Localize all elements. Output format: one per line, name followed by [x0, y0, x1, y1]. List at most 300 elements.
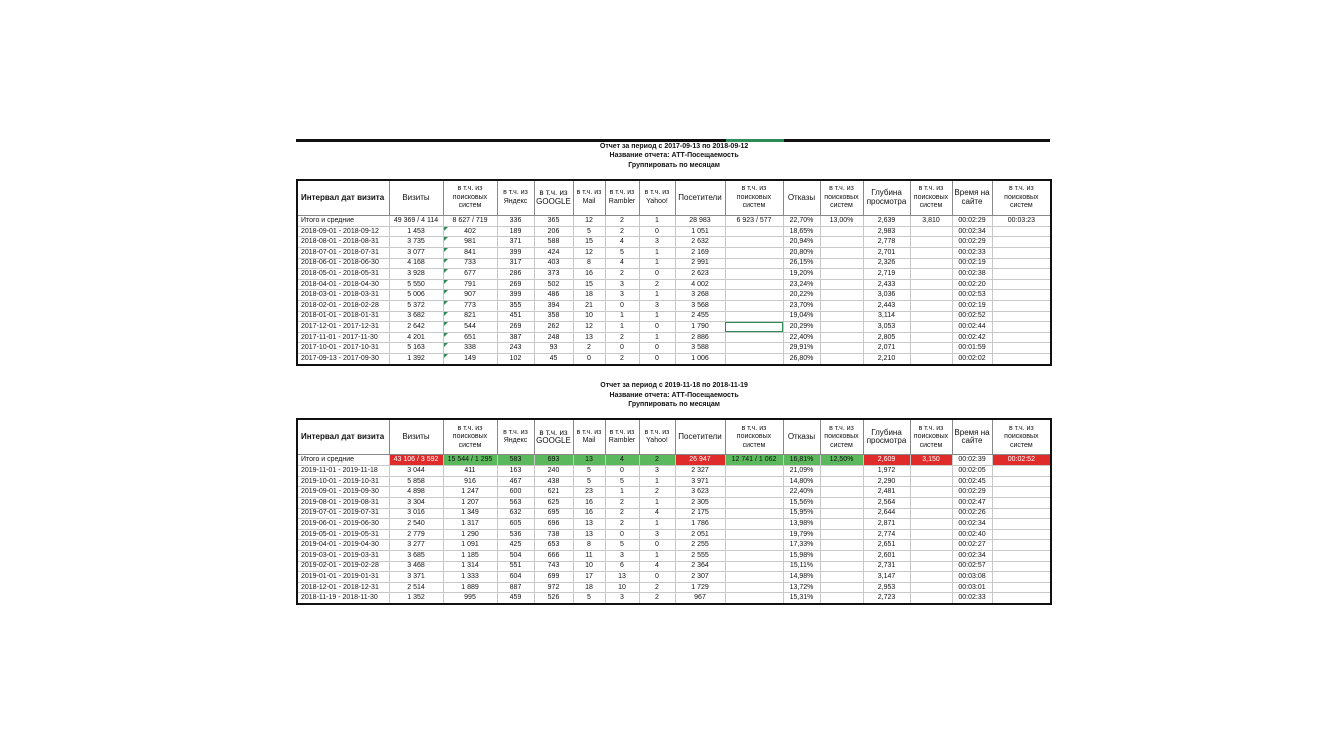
cell-rambler[interactable]: 0 [605, 343, 639, 354]
cell-mail[interactable]: 10 [573, 311, 605, 322]
cell-depth[interactable]: 2,774 [863, 529, 910, 540]
cell-visits-search[interactable]: 1 314 [443, 561, 497, 572]
total-yandex[interactable]: 583 [497, 455, 534, 466]
cell-bounces[interactable]: 26,80% [783, 353, 820, 364]
cell-visitors-search[interactable] [725, 593, 783, 604]
cell-visits[interactable]: 3 016 [389, 508, 443, 519]
cell-google[interactable]: 743 [534, 561, 573, 572]
cell-yandex[interactable]: 563 [497, 498, 534, 509]
cell-depth[interactable]: 2,644 [863, 508, 910, 519]
cell-visitors-search[interactable] [725, 582, 783, 593]
cell-date-interval[interactable]: 2019-10-01 - 2019-10-31 [297, 476, 389, 487]
cell-mail[interactable]: 2 [573, 343, 605, 354]
cell-visits-search[interactable]: 544 [443, 322, 497, 333]
cell-visits[interactable]: 2 540 [389, 519, 443, 530]
cell-visits[interactable]: 2 779 [389, 529, 443, 540]
cell-mail[interactable]: 5 [573, 466, 605, 477]
cell-visits[interactable]: 3 077 [389, 247, 443, 258]
cell-time-on-site[interactable]: 00:02:34 [952, 551, 992, 562]
cell-depth-search[interactable] [910, 311, 952, 322]
cell-mail[interactable]: 10 [573, 561, 605, 572]
cell-google[interactable]: 93 [534, 343, 573, 354]
cell-bounces[interactable]: 14,98% [783, 572, 820, 583]
cell-mail[interactable]: 16 [573, 498, 605, 509]
cell-bounces-search[interactable] [820, 237, 863, 248]
cell-bounces-search[interactable] [820, 343, 863, 354]
cell-bounces-search[interactable] [820, 519, 863, 530]
cell-visitors[interactable]: 2 364 [675, 561, 725, 572]
cell-bounces[interactable]: 26,15% [783, 258, 820, 269]
cell-yandex[interactable]: 536 [497, 529, 534, 540]
cell-time-on-site[interactable]: 00:01:59 [952, 343, 992, 354]
cell-visits-search[interactable]: 677 [443, 269, 497, 280]
cell-google[interactable]: 358 [534, 311, 573, 322]
cell-visitors[interactable]: 3 623 [675, 487, 725, 498]
cell-time-on-site[interactable]: 00:02:05 [952, 466, 992, 477]
total-bounces-search[interactable]: 12,50% [820, 455, 863, 466]
cell-google[interactable]: 621 [534, 487, 573, 498]
cell-bounces[interactable]: 29,91% [783, 343, 820, 354]
cell-depth-search[interactable] [910, 269, 952, 280]
cell-google[interactable]: 526 [534, 593, 573, 604]
cell-visits-search[interactable]: 1 349 [443, 508, 497, 519]
cell-time-on-site[interactable]: 00:02:45 [952, 476, 992, 487]
cell-time-search[interactable] [992, 290, 1051, 301]
cell-bounces[interactable]: 15,95% [783, 508, 820, 519]
cell-bounces[interactable]: 15,56% [783, 498, 820, 509]
cell-date-interval[interactable]: 2018-01-01 - 2018-01-31 [297, 311, 389, 322]
cell-yahoo[interactable]: 4 [639, 508, 675, 519]
cell-depth[interactable]: 2,290 [863, 476, 910, 487]
cell-visitors-search[interactable] [725, 258, 783, 269]
total-mail[interactable]: 13 [573, 455, 605, 466]
cell-google[interactable]: 738 [534, 529, 573, 540]
cell-visits[interactable]: 3 277 [389, 540, 443, 551]
cell-bounces-search[interactable] [820, 487, 863, 498]
total-google[interactable]: 365 [534, 215, 573, 226]
cell-visitors[interactable]: 2 555 [675, 551, 725, 562]
cell-rambler[interactable]: 1 [605, 311, 639, 322]
cell-bounces-search[interactable] [820, 572, 863, 583]
cell-depth[interactable]: 2,481 [863, 487, 910, 498]
cell-depth-search[interactable] [910, 593, 952, 604]
cell-google[interactable]: 699 [534, 572, 573, 583]
cell-bounces[interactable]: 13,98% [783, 519, 820, 530]
cell-yahoo[interactable]: 2 [639, 582, 675, 593]
cell-visitors-search[interactable] [725, 290, 783, 301]
cell-time-on-site[interactable]: 00:02:33 [952, 593, 992, 604]
cell-visitors-search[interactable] [725, 540, 783, 551]
cell-visits-search[interactable]: 916 [443, 476, 497, 487]
cell-bounces-search[interactable] [820, 226, 863, 237]
cell-bounces-search[interactable] [820, 258, 863, 269]
cell-rambler[interactable]: 3 [605, 551, 639, 562]
cell-time-search[interactable] [992, 322, 1051, 333]
cell-bounces-search[interactable] [820, 322, 863, 333]
cell-visits-search[interactable]: 841 [443, 247, 497, 258]
cell-depth[interactable]: 2,701 [863, 247, 910, 258]
cell-yandex[interactable]: 387 [497, 332, 534, 343]
cell-date-interval[interactable]: 2019-04-01 - 2019-04-30 [297, 540, 389, 551]
cell-google[interactable]: 438 [534, 476, 573, 487]
cell-mail[interactable]: 13 [573, 519, 605, 530]
cell-yahoo[interactable]: 1 [639, 551, 675, 562]
cell-depth-search[interactable] [910, 508, 952, 519]
cell-visitors[interactable]: 2 051 [675, 529, 725, 540]
cell-time-on-site[interactable]: 00:02:29 [952, 237, 992, 248]
cell-mail[interactable]: 5 [573, 226, 605, 237]
total-visits[interactable]: 43 106 / 3 592 [389, 455, 443, 466]
cell-depth-search[interactable] [910, 237, 952, 248]
cell-visits-search[interactable]: 1 091 [443, 540, 497, 551]
cell-time-search[interactable] [992, 498, 1051, 509]
cell-time-on-site[interactable]: 00:02:27 [952, 540, 992, 551]
cell-visits-search[interactable]: 651 [443, 332, 497, 343]
cell-bounces-search[interactable] [820, 476, 863, 487]
cell-rambler[interactable]: 2 [605, 226, 639, 237]
cell-time-search[interactable] [992, 551, 1051, 562]
total-depth-search[interactable]: 3,150 [910, 455, 952, 466]
cell-visitors-search[interactable] [725, 487, 783, 498]
cell-visits-search[interactable]: 1 290 [443, 529, 497, 540]
cell-bounces[interactable]: 21,09% [783, 466, 820, 477]
cell-time-search[interactable] [992, 258, 1051, 269]
cell-bounces-search[interactable] [820, 508, 863, 519]
cell-visitors[interactable]: 1 786 [675, 519, 725, 530]
cell-rambler[interactable]: 3 [605, 290, 639, 301]
cell-depth-search[interactable] [910, 476, 952, 487]
cell-visitors-search[interactable] [725, 226, 783, 237]
total-time-on-site[interactable]: 00:02:29 [952, 215, 992, 226]
cell-yahoo[interactable]: 1 [639, 290, 675, 301]
cell-time-on-site[interactable]: 00:02:19 [952, 258, 992, 269]
cell-visits[interactable]: 3 044 [389, 466, 443, 477]
cell-mail[interactable]: 13 [573, 332, 605, 343]
cell-visitors[interactable]: 1 729 [675, 582, 725, 593]
cell-yahoo[interactable]: 2 [639, 487, 675, 498]
cell-depth-search[interactable] [910, 300, 952, 311]
cell-bounces[interactable]: 20,29% [783, 322, 820, 333]
cell-depth-search[interactable] [910, 322, 952, 333]
total-depth-search[interactable]: 3,810 [910, 215, 952, 226]
cell-google[interactable]: 45 [534, 353, 573, 364]
cell-time-search[interactable] [992, 582, 1051, 593]
cell-time-on-site[interactable]: 00:02:57 [952, 561, 992, 572]
cell-visits[interactable]: 3 304 [389, 498, 443, 509]
cell-visitors[interactable]: 2 327 [675, 466, 725, 477]
cell-visits[interactable]: 3 468 [389, 561, 443, 572]
cell-time-search[interactable] [992, 269, 1051, 280]
cell-visits-search[interactable]: 995 [443, 593, 497, 604]
cell-mail[interactable]: 5 [573, 476, 605, 487]
total-visitors-search[interactable]: 6 923 / 577 [725, 215, 783, 226]
cell-bounces-search[interactable] [820, 582, 863, 593]
cell-visitors-search[interactable] [725, 466, 783, 477]
cell-visitors[interactable]: 2 305 [675, 498, 725, 509]
cell-visits[interactable]: 2 514 [389, 582, 443, 593]
cell-bounces-search[interactable] [820, 529, 863, 540]
cell-visitors[interactable]: 3 971 [675, 476, 725, 487]
cell-depth-search[interactable] [910, 540, 952, 551]
cell-time-on-site[interactable]: 00:02:53 [952, 290, 992, 301]
cell-rambler[interactable]: 0 [605, 300, 639, 311]
cell-rambler[interactable]: 1 [605, 487, 639, 498]
cell-depth[interactable]: 2,778 [863, 237, 910, 248]
cell-yandex[interactable]: 451 [497, 311, 534, 322]
cell-time-on-site[interactable]: 00:03:01 [952, 582, 992, 593]
cell-mail[interactable]: 16 [573, 508, 605, 519]
cell-visitors[interactable]: 1 051 [675, 226, 725, 237]
cell-visits-search[interactable]: 791 [443, 279, 497, 290]
cell-yahoo[interactable]: 1 [639, 519, 675, 530]
cell-visits-search[interactable]: 1 247 [443, 487, 497, 498]
cell-bounces[interactable]: 20,94% [783, 237, 820, 248]
cell-rambler[interactable]: 2 [605, 508, 639, 519]
cell-yahoo[interactable]: 2 [639, 593, 675, 604]
cell-yahoo[interactable]: 0 [639, 540, 675, 551]
cell-visits[interactable]: 5 858 [389, 476, 443, 487]
cell-visits-search[interactable]: 1 207 [443, 498, 497, 509]
cell-date-interval[interactable]: 2017-11-01 - 2017-11-30 [297, 332, 389, 343]
cell-time-search[interactable] [992, 353, 1051, 364]
cell-depth[interactable]: 2,601 [863, 551, 910, 562]
cell-rambler[interactable]: 5 [605, 476, 639, 487]
cell-visitors[interactable]: 2 632 [675, 237, 725, 248]
total-google[interactable]: 693 [534, 455, 573, 466]
cell-depth[interactable]: 2,210 [863, 353, 910, 364]
cell-yandex[interactable]: 551 [497, 561, 534, 572]
cell-time-search[interactable] [992, 466, 1051, 477]
total-bounces-search[interactable]: 13,00% [820, 215, 863, 226]
cell-yandex[interactable]: 243 [497, 343, 534, 354]
cell-visits[interactable]: 3 685 [389, 551, 443, 562]
cell-depth[interactable]: 2,071 [863, 343, 910, 354]
cell-bounces-search[interactable] [820, 540, 863, 551]
cell-mail[interactable]: 18 [573, 582, 605, 593]
cell-depth-search[interactable] [910, 529, 952, 540]
cell-yandex[interactable]: 887 [497, 582, 534, 593]
cell-visitors-search[interactable] [725, 476, 783, 487]
cell-bounces[interactable]: 23,24% [783, 279, 820, 290]
cell-google[interactable]: 666 [534, 551, 573, 562]
cell-time-on-site[interactable]: 00:02:29 [952, 487, 992, 498]
cell-rambler[interactable]: 3 [605, 593, 639, 604]
cell-date-interval[interactable]: 2018-05-01 - 2018-05-31 [297, 269, 389, 280]
cell-yahoo[interactable]: 0 [639, 322, 675, 333]
cell-rambler[interactable]: 10 [605, 582, 639, 593]
cell-date-interval[interactable]: 2017-10-01 - 2017-10-31 [297, 343, 389, 354]
cell-visitors-search[interactable] [725, 300, 783, 311]
cell-mail[interactable]: 21 [573, 300, 605, 311]
cell-visitors[interactable]: 2 623 [675, 269, 725, 280]
cell-google[interactable]: 695 [534, 508, 573, 519]
cell-date-interval[interactable]: 2019-07-01 - 2019-07-31 [297, 508, 389, 519]
total-depth[interactable]: 2,609 [863, 455, 910, 466]
cell-date-interval[interactable]: 2018-11-19 - 2018-11-30 [297, 593, 389, 604]
cell-depth-search[interactable] [910, 498, 952, 509]
cell-time-search[interactable] [992, 561, 1051, 572]
cell-depth[interactable]: 2,871 [863, 519, 910, 530]
cell-visits-search[interactable]: 338 [443, 343, 497, 354]
cell-visitors-search[interactable] [725, 279, 783, 290]
cell-bounces[interactable]: 18,65% [783, 226, 820, 237]
cell-yahoo[interactable]: 0 [639, 343, 675, 354]
cell-date-interval[interactable]: 2019-01-01 - 2019-01-31 [297, 572, 389, 583]
cell-google[interactable]: 240 [534, 466, 573, 477]
cell-rambler[interactable]: 2 [605, 269, 639, 280]
cell-visitors[interactable]: 967 [675, 593, 725, 604]
cell-depth-search[interactable] [910, 551, 952, 562]
cell-yandex[interactable]: 317 [497, 258, 534, 269]
cell-yahoo[interactable]: 1 [639, 476, 675, 487]
cell-rambler[interactable]: 6 [605, 561, 639, 572]
total-mail[interactable]: 12 [573, 215, 605, 226]
total-depth[interactable]: 2,639 [863, 215, 910, 226]
cell-date-interval[interactable]: 2019-09-01 - 2019-09-30 [297, 487, 389, 498]
cell-bounces-search[interactable] [820, 300, 863, 311]
cell-yandex[interactable]: 371 [497, 237, 534, 248]
cell-yahoo[interactable]: 0 [639, 226, 675, 237]
cell-google[interactable]: 262 [534, 322, 573, 333]
cell-time-search[interactable] [992, 343, 1051, 354]
cell-google[interactable]: 248 [534, 332, 573, 343]
cell-visitors-search[interactable] [725, 353, 783, 364]
cell-bounces[interactable]: 19,20% [783, 269, 820, 280]
cell-time-search[interactable] [992, 476, 1051, 487]
cell-yandex[interactable]: 269 [497, 279, 534, 290]
cell-time-search[interactable] [992, 300, 1051, 311]
cell-visitors[interactable]: 3 588 [675, 343, 725, 354]
cell-yahoo[interactable]: 1 [639, 311, 675, 322]
cell-visits[interactable]: 5 006 [389, 290, 443, 301]
cell-visits[interactable]: 4 201 [389, 332, 443, 343]
cell-depth[interactable]: 1,972 [863, 466, 910, 477]
cell-visitors-search[interactable] [725, 498, 783, 509]
cell-depth-search[interactable] [910, 572, 952, 583]
total-visits-search[interactable]: 15 544 / 1 295 [443, 455, 497, 466]
cell-visitors[interactable]: 2 175 [675, 508, 725, 519]
cell-visits-search[interactable]: 411 [443, 466, 497, 477]
cell-date-interval[interactable]: 2019-03-01 - 2019-03-31 [297, 551, 389, 562]
cell-time-search[interactable] [992, 247, 1051, 258]
cell-mail[interactable]: 18 [573, 290, 605, 301]
cell-bounces-search[interactable] [820, 498, 863, 509]
cell-visits[interactable]: 3 682 [389, 311, 443, 322]
cell-yandex[interactable]: 605 [497, 519, 534, 530]
cell-google[interactable]: 424 [534, 247, 573, 258]
total-visits-search[interactable]: 8 627 / 719 [443, 215, 497, 226]
cell-visits[interactable]: 1 352 [389, 593, 443, 604]
cell-depth-search[interactable] [910, 247, 952, 258]
cell-visitors[interactable]: 3 268 [675, 290, 725, 301]
cell-bounces[interactable]: 17,33% [783, 540, 820, 551]
cell-time-on-site[interactable]: 00:02:20 [952, 279, 992, 290]
cell-time-on-site[interactable]: 00:02:42 [952, 332, 992, 343]
total-time-search[interactable]: 00:03:23 [992, 215, 1051, 226]
cell-rambler[interactable]: 2 [605, 519, 639, 530]
cell-google[interactable]: 696 [534, 519, 573, 530]
cell-bounces[interactable]: 23,70% [783, 300, 820, 311]
cell-bounces[interactable]: 15,98% [783, 551, 820, 562]
cell-date-interval[interactable]: 2018-03-01 - 2018-03-31 [297, 290, 389, 301]
total-time-search[interactable]: 00:02:52 [992, 455, 1051, 466]
cell-depth[interactable]: 2,805 [863, 332, 910, 343]
cell-bounces-search[interactable] [820, 247, 863, 258]
cell-depth[interactable]: 2,983 [863, 226, 910, 237]
cell-bounces[interactable]: 20,80% [783, 247, 820, 258]
cell-visitors[interactable]: 2 455 [675, 311, 725, 322]
cell-depth[interactable]: 2,719 [863, 269, 910, 280]
cell-google[interactable]: 653 [534, 540, 573, 551]
cell-visits-search[interactable]: 1 333 [443, 572, 497, 583]
total-bounces[interactable]: 22,70% [783, 215, 820, 226]
cell-depth-search[interactable] [910, 279, 952, 290]
cell-yandex[interactable]: 632 [497, 508, 534, 519]
cell-yahoo[interactable]: 3 [639, 237, 675, 248]
cell-visitors[interactable]: 3 568 [675, 300, 725, 311]
cell-rambler[interactable]: 13 [605, 572, 639, 583]
cell-visits-search[interactable]: 1 317 [443, 519, 497, 530]
cell-date-interval[interactable]: 2018-06-01 - 2018-06-30 [297, 258, 389, 269]
cell-time-search[interactable] [992, 540, 1051, 551]
cell-bounces[interactable]: 19,79% [783, 529, 820, 540]
cell-time-search[interactable] [992, 332, 1051, 343]
cell-google[interactable]: 625 [534, 498, 573, 509]
cell-time-on-site[interactable]: 00:02:40 [952, 529, 992, 540]
cell-time-on-site[interactable]: 00:02:02 [952, 353, 992, 364]
cell-visitors[interactable]: 2 169 [675, 247, 725, 258]
cell-google[interactable]: 403 [534, 258, 573, 269]
cell-date-interval[interactable]: 2019-02-01 - 2019-02-28 [297, 561, 389, 572]
cell-visits-search[interactable]: 1 889 [443, 582, 497, 593]
cell-rambler[interactable]: 4 [605, 237, 639, 248]
cell-time-search[interactable] [992, 279, 1051, 290]
cell-visits[interactable]: 3 371 [389, 572, 443, 583]
cell-yahoo[interactable]: 0 [639, 572, 675, 583]
cell-mail[interactable]: 16 [573, 269, 605, 280]
cell-time-on-site[interactable]: 00:02:33 [952, 247, 992, 258]
cell-bounces-search[interactable] [820, 269, 863, 280]
cell-rambler[interactable]: 2 [605, 353, 639, 364]
cell-visitors[interactable]: 2 886 [675, 332, 725, 343]
cell-time-search[interactable] [992, 572, 1051, 583]
cell-google[interactable]: 972 [534, 582, 573, 593]
cell-rambler[interactable]: 1 [605, 322, 639, 333]
cell-mail[interactable]: 17 [573, 572, 605, 583]
cell-rambler[interactable]: 4 [605, 258, 639, 269]
total-visitors-search[interactable]: 12 741 / 1 062 [725, 455, 783, 466]
cell-visits[interactable]: 3 928 [389, 269, 443, 280]
cell-depth[interactable]: 2,723 [863, 593, 910, 604]
cell-bounces[interactable]: 15,31% [783, 593, 820, 604]
cell-visitors-search[interactable] [725, 343, 783, 354]
cell-visitors-search[interactable] [725, 561, 783, 572]
cell-visits[interactable]: 2 642 [389, 322, 443, 333]
cell-depth-search[interactable] [910, 519, 952, 530]
cell-bounces[interactable]: 14,80% [783, 476, 820, 487]
cell-yandex[interactable]: 600 [497, 487, 534, 498]
cell-rambler[interactable]: 0 [605, 466, 639, 477]
cell-bounces[interactable]: 22,40% [783, 487, 820, 498]
cell-mail[interactable]: 12 [573, 322, 605, 333]
cell-visits-search[interactable]: 1 185 [443, 551, 497, 562]
cell-visits-search[interactable]: 821 [443, 311, 497, 322]
total-yandex[interactable]: 336 [497, 215, 534, 226]
cell-visits-search[interactable]: 773 [443, 300, 497, 311]
cell-time-search[interactable] [992, 237, 1051, 248]
cell-yandex[interactable]: 269 [497, 322, 534, 333]
cell-mail[interactable]: 8 [573, 540, 605, 551]
